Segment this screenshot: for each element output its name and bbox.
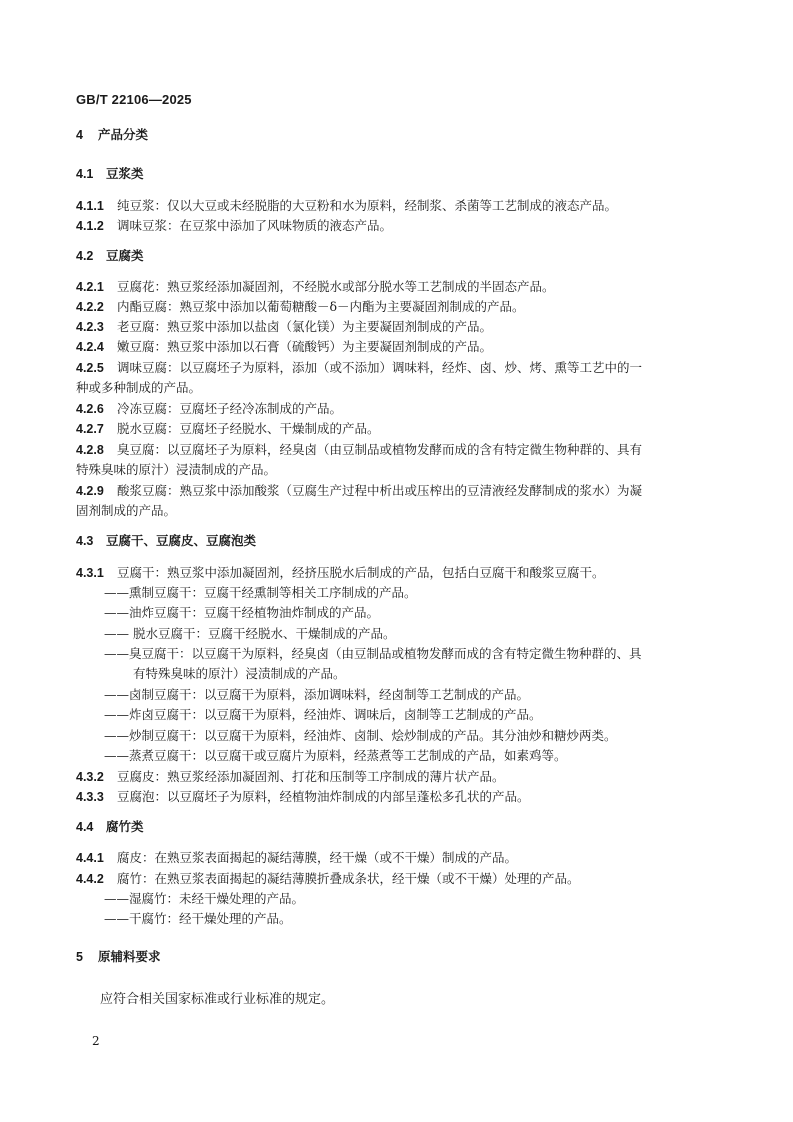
clause-text: 调味豆腐：以豆腐坯子为原料，添加（或不添加）调味料，经炸、卤、炒、烤、熏等工艺中的一 <box>117 360 643 375</box>
clause-number: 4.2.6 <box>76 402 104 416</box>
clause-text: 腐竹：在熟豆浆表面揭起的凝结薄膜折叠成条状，经干燥（或不干燥）处理的产品。 <box>117 871 580 886</box>
section-title: 腐竹类 <box>106 820 144 834</box>
clause-continuation: 特殊臭味的原汁）浸渍制成的产品。 <box>76 462 277 477</box>
clause-text: 酸浆豆腐：熟豆浆中添加酸浆（豆腐生产过程中析出或压榨出的豆清液经发酵制成的浆水）为凝 <box>117 483 643 498</box>
clause-number: 4.2.4 <box>76 340 104 354</box>
section-5-text: 应符合相关国家标准或行业标准的规定。 <box>100 992 335 1007</box>
list-item: ——卤制豆腐干：以豆腐干为原料，添加调味料，经卤制等工艺制成的产品。 <box>104 687 530 702</box>
clause-4-2-5 <box>76 359 642 377</box>
clause-text: 臭豆腐：以豆腐坯子为原料，经臭卤（由豆制品或植物发酵而成的含有特定微生物种群的、具有 <box>117 442 643 457</box>
section-title: 原辅料要求 <box>98 950 161 964</box>
clause-4-2-7 <box>76 420 380 438</box>
clause-4-4-1 <box>76 849 517 867</box>
clause-continuation: 固剂制成的产品。 <box>76 503 177 518</box>
clause-4-3-2 <box>76 768 505 786</box>
clause-text: 冷冻豆腐：豆腐坯子经冷冻制成的产品。 <box>117 401 343 416</box>
section-title: 豆腐类 <box>106 249 144 263</box>
clause-number: 4.2.3 <box>76 320 104 334</box>
clause-number: 4.3.3 <box>76 790 104 804</box>
list-item: ——干腐竹：经干燥处理的产品。 <box>104 911 292 926</box>
clause-text: 纯豆浆：仅以大豆或未经脱脂的大豆粉和水为原料，经制浆、杀菌等工艺制成的液态产品。 <box>117 198 618 213</box>
clause-4-2-3 <box>76 318 492 336</box>
list-item: ——炒制豆腐干：以豆腐干为原料，经油炸、卤制、烩炒制成的产品。其分油炒和糖炒两类。 <box>104 728 617 743</box>
section-number: 4.1 <box>76 167 94 181</box>
section-title: 豆腐干、豆腐皮、豆腐泡类 <box>106 534 257 548</box>
clause-text: 老豆腐：熟豆浆中添加以盐卤（氯化镁）为主要凝固剂制成的产品。 <box>117 319 493 334</box>
clause-text: 豆腐泡：以豆腐坯子为原料，经植物油炸制成的内部呈蓬松多孔状的产品。 <box>117 789 530 804</box>
page-number: 2 <box>92 1034 100 1048</box>
list-item: ——炸卤豆腐干：以豆腐干为原料，经油炸、调味后，卤制等工艺制成的产品。 <box>104 707 542 722</box>
clause-text: 豆腐花：熟豆浆经添加凝固剂，不经脱水或部分脱水等工艺制成的半固态产品。 <box>117 279 555 294</box>
clause-4-3-3 <box>76 788 530 806</box>
section-number: 5 <box>76 950 83 964</box>
section-number: 4.4 <box>76 820 94 834</box>
clause-text: 豆腐皮：熟豆浆经添加凝固剂、打花和压制等工序制成的薄片状产品。 <box>117 769 505 784</box>
clause-continuation: 种或多种制成的产品。 <box>76 380 202 395</box>
section-4-3-heading <box>76 532 256 550</box>
clause-number: 4.4.2 <box>76 872 104 886</box>
clause-number: 4.2.2 <box>76 300 104 314</box>
list-item: ——湿腐竹：未经干燥处理的产品。 <box>104 891 305 906</box>
clause-text: 腐皮：在熟豆浆表面揭起的凝结薄膜，经干燥（或不干燥）制成的产品。 <box>117 850 518 865</box>
clause-text: 嫩豆腐：熟豆浆中添加以石膏（硫酸钙）为主要凝固剂制成的产品。 <box>117 339 493 354</box>
list-item-continuation: 有特殊臭味的原汁）浸渍制成的产品。 <box>133 666 346 681</box>
clause-number: 4.4.1 <box>76 851 104 865</box>
standard-code: GB/T 22106—2025 <box>76 92 192 107</box>
list-item: ——蒸煮豆腐干：以豆腐干或豆腐片为原料，经蒸煮等工艺制成的产品，如素鸡等。 <box>104 748 567 763</box>
clause-text: 豆腐干：熟豆浆中添加凝固剂，经挤压脱水后制成的产品，包括白豆腐干和酸浆豆腐干。 <box>117 565 605 580</box>
section-4-1-heading <box>76 165 144 183</box>
list-item: ——油炸豆腐干：豆腐干经植物油炸制成的产品。 <box>104 605 380 620</box>
clause-number: 4.3.2 <box>76 770 104 784</box>
section-title: 豆浆类 <box>106 167 144 181</box>
clause-number: 4.2.7 <box>76 422 104 436</box>
clause-4-2-2 <box>76 298 525 316</box>
clause-4-2-4 <box>76 338 492 356</box>
list-item: ——熏制豆腐干：豆腐干经熏制等相关工序制成的产品。 <box>104 585 417 600</box>
section-4-2-heading <box>76 247 144 265</box>
section-title: 产品分类 <box>98 128 149 142</box>
clause-4-2-8 <box>76 441 642 459</box>
clause-text: 调味豆浆：在豆浆中添加了风味物质的液态产品。 <box>117 218 393 233</box>
section-5-heading <box>76 948 161 966</box>
clause-4-3-1 <box>76 564 605 582</box>
clause-number: 4.1.2 <box>76 219 104 233</box>
section-4-heading <box>76 126 148 144</box>
section-4-4-heading <box>76 818 144 836</box>
clause-number: 4.3.1 <box>76 566 104 580</box>
clause-4-2-9 <box>76 482 642 500</box>
clause-text: 内酯豆腐：熟豆浆中添加以葡萄糖酸－δ－内酯为主要凝固剂制成的产品。 <box>117 299 525 314</box>
list-item: ——臭豆腐干：以豆腐干为原料，经臭卤（由豆制品或植物发酵而成的含有特定微生物种群的、具 <box>104 646 642 661</box>
clause-number: 4.2.9 <box>76 484 104 498</box>
section-number: 4.3 <box>76 534 94 548</box>
clause-4-2-6 <box>76 400 342 418</box>
clause-4-1-2 <box>76 217 392 235</box>
clause-4-2-1 <box>76 278 555 296</box>
section-number: 4.2 <box>76 249 94 263</box>
clause-number: 4.1.1 <box>76 199 104 213</box>
clause-text: 脱水豆腐：豆腐坯子经脱水、干燥制成的产品。 <box>117 421 380 436</box>
clause-4-1-1 <box>76 197 617 215</box>
clause-number: 4.2.8 <box>76 443 104 457</box>
clause-number: 4.2.1 <box>76 280 104 294</box>
section-number: 4 <box>76 128 83 142</box>
clause-number: 4.2.5 <box>76 361 104 375</box>
clause-4-4-2 <box>76 870 580 888</box>
list-item: —— 脱水豆腐干：豆腐干经脱水、干燥制成的产品。 <box>104 626 396 641</box>
